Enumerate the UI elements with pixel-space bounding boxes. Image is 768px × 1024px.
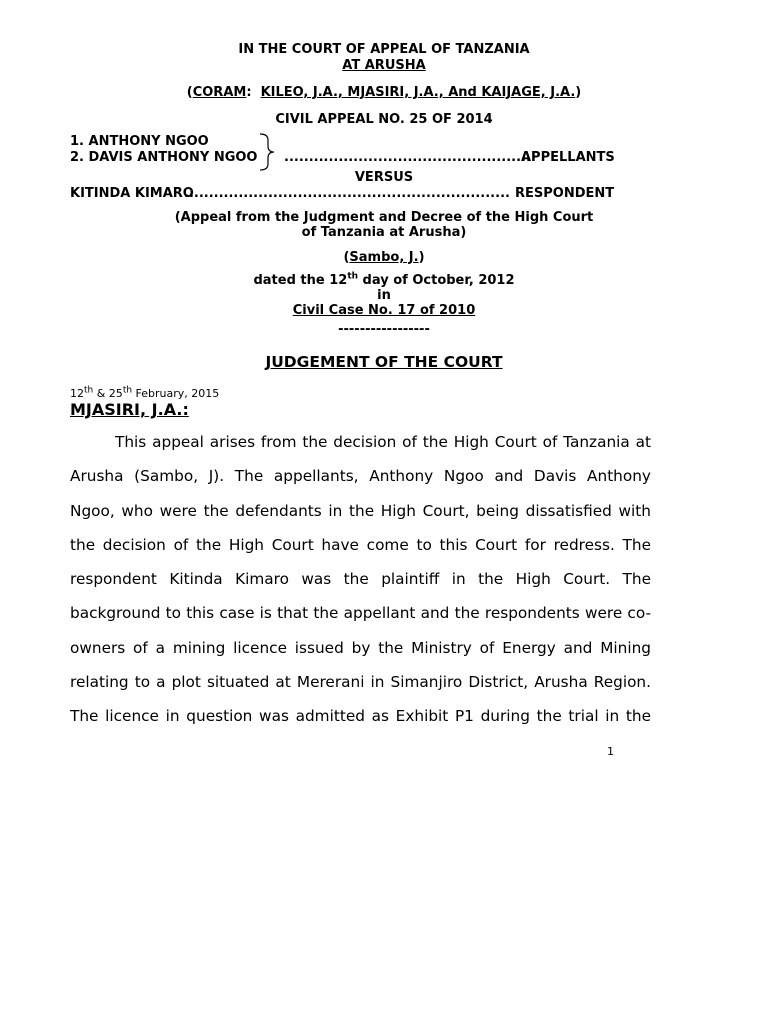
appeal-from-line2: of Tanzania at Arusha)	[301, 225, 467, 240]
appellant-dots: ..................................................	[284, 150, 531, 165]
date-suffix: February, 2015	[132, 387, 220, 400]
separator: -----------------	[338, 322, 430, 337]
dated-prefix: dated the 12	[253, 273, 348, 288]
body-line-7: owners of a mining licence issued by the Ministry of Energy and Mining	[70, 639, 651, 657]
body-line-2: Arusha (Sambo, J). The appellants, Anthony Ngoo and Davis Anthony	[70, 467, 651, 485]
date-b-sup: th	[122, 385, 133, 396]
body-line-1: This appeal arises from the decision of the High Court of Tanzania at	[115, 433, 651, 451]
appellant-1: 1. ANTHONY NGOO	[70, 134, 209, 149]
coram-colon: :	[246, 85, 252, 100]
page-number: 1	[607, 745, 614, 758]
versus: VERSUS	[354, 170, 414, 185]
judge-close: )	[418, 250, 425, 265]
body-line-5: respondent Kitinda Kimaro was the plaintiff in the High Court. The	[70, 570, 651, 588]
appeal-number: CIVIL APPEAL NO. 25 OF 2014	[275, 112, 493, 127]
brace-icon	[256, 132, 278, 172]
trial-judge	[0, 250, 768, 265]
appeal-from-line1: (Appeal from the Judgment and Decree of the High Court	[174, 210, 594, 225]
coram-open: (	[186, 85, 193, 100]
body-line-3: Ngoo, who were the defendants in the High Court, being dissatisfied with	[70, 502, 651, 520]
court-location	[0, 58, 768, 73]
date-a: 12	[70, 387, 84, 400]
judgement-title-text: JUDGEMENT OF THE COURT	[265, 353, 503, 371]
date-a-sup: th	[84, 385, 94, 396]
judgement-title	[0, 353, 768, 371]
dated-line	[0, 273, 768, 288]
coram-judges: KILEO, J.A., MJASIRI, J.A., And KAIJAGE, J.A.	[260, 85, 576, 100]
appellants-label: APPELLANTS	[521, 150, 615, 165]
body-line-9: The licence in question was admitted as Exhibit P1 during the trial in the	[70, 707, 651, 725]
civil-case-text: Civil Case No. 17 of 2010	[292, 303, 476, 318]
dated-sup: th	[347, 271, 359, 282]
in-word: in	[377, 288, 391, 303]
respondent-dots: ..................................................................	[184, 186, 510, 201]
respondent-name: KITINDA KIMARO	[70, 186, 194, 201]
appellant-2: 2. DAVIS ANTHONY NGOO	[70, 150, 258, 165]
judgement-author	[70, 400, 189, 419]
date-mid: & 25	[93, 387, 123, 400]
judge-open: (	[343, 250, 350, 265]
dated-suffix: day of October, 2012	[358, 273, 515, 288]
body-line-4: the decision of the High Court have come to this Court for redress. The	[70, 536, 651, 554]
body-line-8: relating to a plot situated at Mererani in Simanjiro District, Arusha Region.	[70, 673, 651, 691]
coram-label: CORAM	[192, 85, 247, 100]
respondent-label: RESPONDENT	[515, 186, 615, 201]
coram-line	[0, 85, 768, 100]
judge-name: Sambo, J.	[349, 250, 419, 265]
court-title: IN THE COURT OF APPEAL OF TANZANIA	[238, 42, 530, 57]
civil-case	[0, 303, 768, 318]
court-location-text: AT ARUSHA	[342, 58, 426, 73]
judgement-date	[70, 387, 219, 400]
author-text: MJASIRI, J.A.:	[70, 400, 189, 419]
body-line-6: background to this case is that the appellant and the respondents were co-	[70, 604, 651, 622]
coram-close: )	[575, 85, 582, 100]
